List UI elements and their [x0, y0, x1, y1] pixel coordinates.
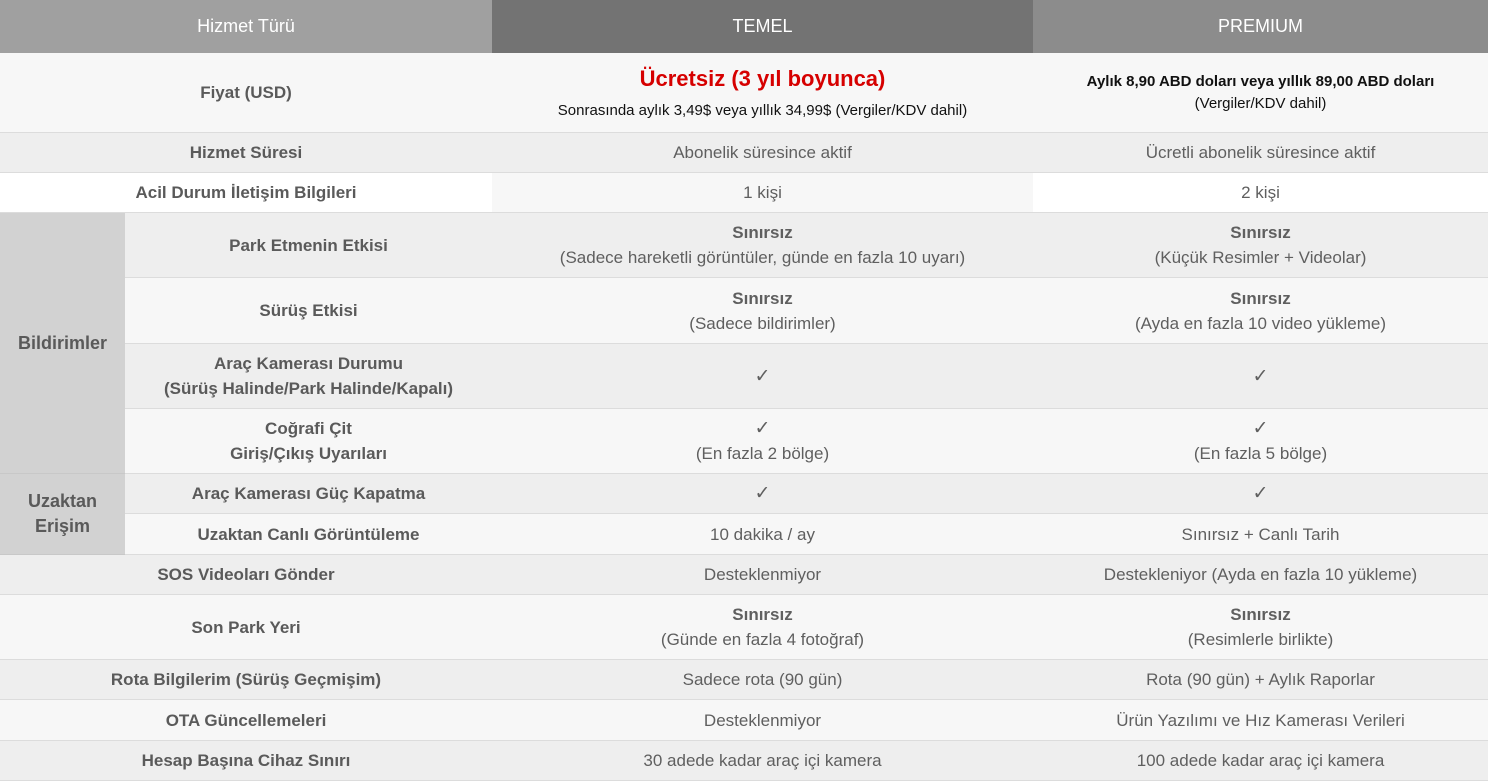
row-label-line1: Araç Kamerası Durumu — [214, 354, 403, 373]
row-price-premium — [1033, 53, 1488, 133]
check-icon: ✓ — [754, 483, 771, 504]
cell-value: 1 kişi — [743, 183, 782, 202]
row-emergency-contact-basic — [492, 173, 1033, 213]
check-icon: ✓ — [754, 418, 771, 439]
row-price-label — [0, 53, 492, 133]
group-label: Uzaktan Erişim — [27, 491, 98, 536]
row-power-off-label — [125, 474, 492, 514]
row-camera-status-premium — [1033, 344, 1488, 409]
row-parking-impact-label — [125, 213, 492, 278]
row-sos-videos-label — [0, 555, 492, 595]
row-remote-live-premium — [1033, 514, 1488, 555]
row-power-off-premium — [1033, 474, 1488, 514]
row-price-basic — [492, 53, 1033, 133]
row-camera-status-label — [125, 344, 492, 409]
row-service-period-premium — [1033, 133, 1488, 173]
cell-value-sub: (Ayda en fazla 10 video yükleme) — [1134, 313, 1387, 333]
cell-value-main: Sınırsız — [732, 288, 793, 308]
row-sos-videos-premium — [1033, 555, 1488, 595]
row-ota-updates-label — [0, 700, 492, 741]
row-last-parking-label — [0, 595, 492, 660]
cell-value-main: Sınırsız — [732, 223, 793, 242]
row-service-period-basic — [492, 133, 1033, 173]
row-service-period-label — [0, 133, 492, 173]
header-premium — [1033, 0, 1488, 53]
row-route-info-basic — [492, 660, 1033, 700]
row-power-off-basic — [492, 474, 1033, 514]
check-icon: ✓ — [1252, 483, 1269, 504]
row-sos-videos-basic — [492, 555, 1033, 595]
cell-value-main: Sınırsız — [1230, 288, 1291, 308]
cell-value-main: Sınırsız — [1230, 605, 1291, 624]
cell-value: Desteklenmiyor — [703, 565, 822, 584]
row-label-line2: (Sürüş Halinde/Park Halinde/Kapalı) — [163, 379, 454, 398]
header-service-type — [0, 0, 492, 53]
cell-value: Rota (90 gün) + Aylık Raporlar — [1146, 670, 1375, 689]
row-remote-live-label — [125, 514, 492, 555]
cell-value: Ücretli abonelik süresince aktif — [1145, 143, 1376, 162]
premium-price-note: (Vergiler/KDV dahil) — [1194, 94, 1327, 112]
cell-value-sub: (Küçük Resimler + Videolar) — [1154, 248, 1367, 267]
row-last-parking-basic — [492, 595, 1033, 660]
row-last-parking-premium — [1033, 595, 1488, 660]
header-premium-label: PREMIUM — [1218, 16, 1303, 36]
row-route-info-premium — [1033, 660, 1488, 700]
cell-value: Ürün Yazılımı ve Hız Kamerası Verileri — [1116, 710, 1405, 730]
row-ota-updates-basic — [492, 700, 1033, 741]
row-label: Hesap Başına Cihaz Sınırı — [141, 751, 351, 770]
row-parking-impact-premium — [1033, 213, 1488, 278]
cell-value: Sınırsız + Canlı Tarih — [1181, 524, 1340, 544]
row-label-line1: Coğrafi Çit — [265, 419, 352, 438]
cell-value-sub: (Günde en fazla 4 fotoğraf) — [660, 630, 865, 649]
row-emergency-contact-premium — [1033, 173, 1488, 213]
row-driving-impact-basic — [492, 278, 1033, 344]
row-label: Uzaktan Canlı Görüntüleme — [197, 524, 420, 544]
row-driving-impact-premium — [1033, 278, 1488, 344]
header-basic-label: TEMEL — [732, 16, 793, 36]
cell-value: 100 adede kadar araç içi kamera — [1136, 751, 1385, 770]
row-device-limit-basic — [492, 741, 1033, 781]
row-label: Park Etmenin Etkisi — [229, 235, 388, 255]
price-after-text: Sonrasında aylık 3,49$ veya yıllık 34,99$ (Vergiler/KDV dahil) — [557, 101, 968, 119]
cell-value-sub: (Sadece bildirimler) — [689, 313, 836, 333]
row-label: SOS Videoları Gönder — [157, 565, 335, 584]
row-label-line2: Giriş/Çıkış Uyarıları — [230, 444, 387, 463]
header-service-type-label: Hizmet Türü — [197, 16, 295, 36]
group-label: Bildirimler — [17, 332, 108, 353]
row-device-limit-premium — [1033, 741, 1488, 781]
row-label: Acil Durum İletişim Bilgileri — [135, 183, 357, 202]
group-remote-access — [0, 474, 125, 555]
cell-value: Abonelik süresince aktif — [673, 143, 852, 162]
row-remote-live-basic — [492, 514, 1033, 555]
cell-value-main: Sınırsız — [1230, 223, 1291, 242]
row-label: Son Park Yeri — [191, 617, 301, 637]
row-label: Rota Bilgilerim (Sürüş Geçmişim) — [110, 670, 382, 689]
premium-price-text: Aylık 8,90 ABD doları veya yıllık 89,00 ABD doları — [1086, 72, 1435, 90]
cell-value: 10 dakika / ay — [710, 524, 815, 544]
check-icon: ✓ — [754, 365, 771, 387]
row-parking-impact-basic — [492, 213, 1033, 278]
check-icon: ✓ — [1252, 418, 1269, 439]
cell-value: Destekleniyor (Ayda en fazla 10 yükleme) — [1103, 565, 1418, 584]
cell-value: Desteklenmiyor — [703, 710, 822, 730]
row-device-limit-label — [0, 741, 492, 781]
row-label: Sürüş Etkisi — [259, 301, 358, 320]
row-geofence-premium — [1033, 409, 1488, 474]
cell-value: 2 kişi — [1241, 183, 1280, 202]
cell-value-sub: (En fazla 5 bölge) — [1193, 444, 1328, 463]
cell-value-main: Sınırsız — [732, 605, 793, 624]
row-emergency-contact-label — [0, 173, 492, 213]
cell-value-sub: (Sadece hareketli görüntüler, günde en fazla 10 uyarı) — [559, 248, 966, 267]
row-geofence-basic — [492, 409, 1033, 474]
row-camera-status-basic — [492, 344, 1033, 409]
row-route-info-label — [0, 660, 492, 700]
cell-value-sub: (En fazla 2 bölge) — [695, 444, 830, 463]
row-label: Fiyat (USD) — [200, 83, 292, 102]
header-basic — [492, 0, 1033, 53]
free-price-text: Ücretsiz (3 yıl boyunca) — [639, 65, 886, 91]
cell-value: 30 adede kadar araç içi kamera — [643, 751, 882, 770]
check-icon: ✓ — [1252, 365, 1269, 387]
row-label: OTA Güncellemeleri — [165, 710, 327, 730]
cell-value: Sadece rota (90 gün) — [682, 670, 843, 689]
row-label: Araç Kamerası Güç Kapatma — [191, 484, 426, 503]
cell-value-sub: (Resimlerle birlikte) — [1187, 630, 1334, 649]
row-label: Hizmet Süresi — [189, 143, 303, 162]
row-geofence-label — [125, 409, 492, 474]
group-notifications — [0, 213, 125, 474]
row-ota-updates-premium — [1033, 700, 1488, 741]
row-driving-impact-label — [125, 278, 492, 344]
